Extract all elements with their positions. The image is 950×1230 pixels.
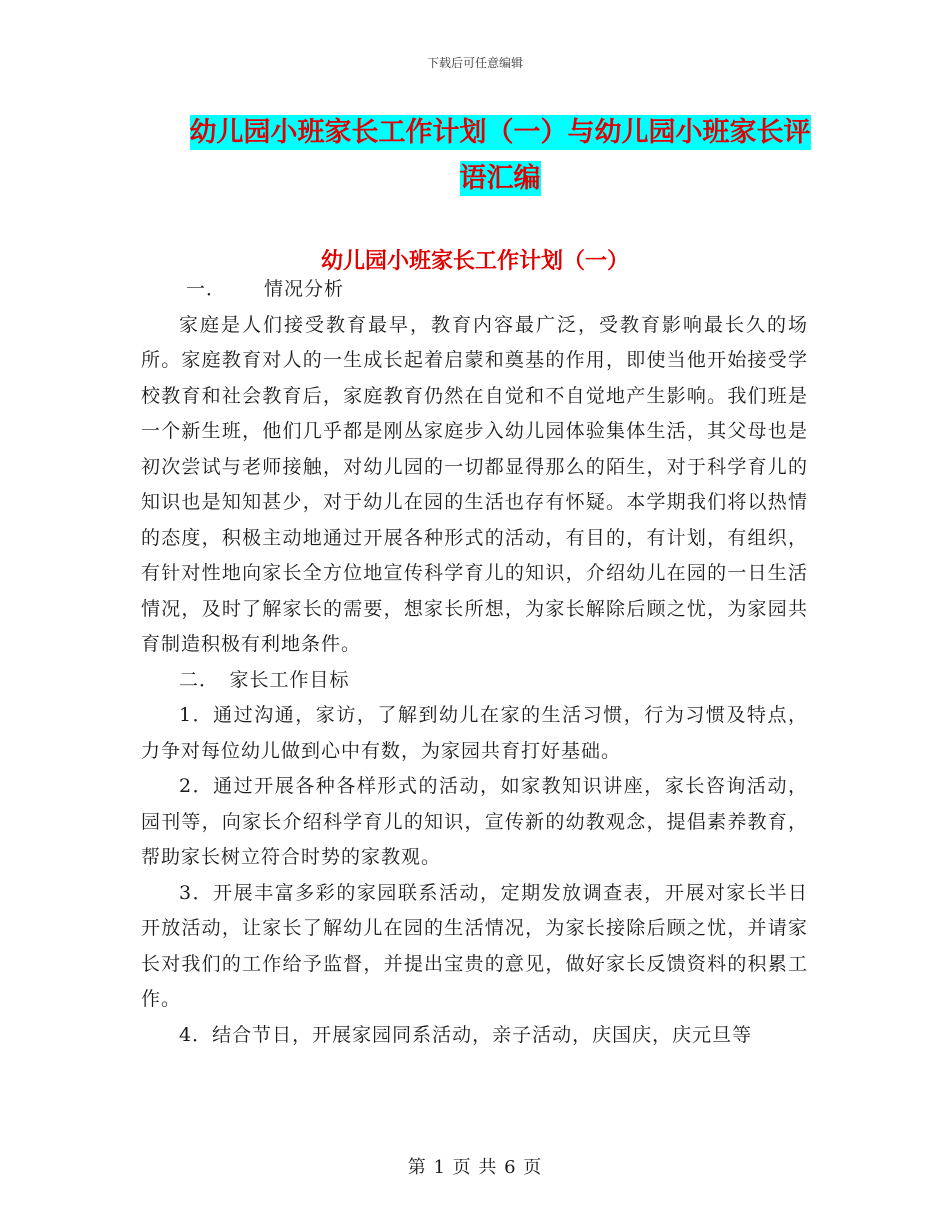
heading-number: 一． [186, 278, 227, 300]
heading-parent-work-goals: 二． 家长工作目标 [179, 668, 350, 691]
page-header-note: 下载后可任意编辑 [426, 56, 523, 70]
heading-text: 情况分析 [264, 278, 345, 300]
document-title-line1: 幼儿园小班家长工作计划（一）与幼儿园小班家长评 [189, 117, 811, 148]
list-item-2: 2．通过开展各种各样形式的活动，如家教知识讲座，家长咨询活动，园刊等，向家长介绍科学育儿的知识，宣传新的幼教观念，提倡素养教育，帮助家长树立符合时势的家教观。 [141, 775, 808, 868]
document-title-line2: 语汇编 [459, 163, 541, 194]
list-item-1: 1．通过沟通，家访，了解到幼儿在家的生活习惯，行为习惯及特点，力争对每位幼儿做到心中有数，为家园共育打好基础。 [141, 704, 808, 762]
paragraph-situation: 家庭是人们接受教育最早，教育内容最广泛，受教育影响最长久的场所。家庭教育对人的一生成长起着启蒙和奠基的作用，即使当他开始接受学校教育和社会教育后，家庭教育仍然在自觉和不自觉地产生影响。我们班是一个新生班，他们几乎都是刚丛家庭步入幼儿园体验集体生活，其父母也是初次尝试与老师接触，对幼儿园的一切都显得那么的陌生，对于科学育儿的知识也是知知甚少，对于幼儿在园的生活也存有怀疑。本学期我们将以热情的态度，积极主动地通过开展各种形式的活动，有目的，有计划，有组织，有针对性地向家长全方位地宣传科学育儿的知识，介绍幼儿在园的一日生活情况，及时了解家长的需要，想家长所想，为家长解除后顾之忧，为家园共育制造积极有利地条件。 [141, 313, 808, 655]
document-title [140, 110, 860, 202]
list-item-3: 3．开展丰富多彩的家园联系活动，定期发放调查表，开展对家长半日开放活动，让家长了解幼儿在园的生活情况，为家长接除后顾之忧，并请家长对我们的工作给予监督，并提出宝贵的意见，做好家长反馈资料的积累工作。 [141, 881, 808, 1010]
heading-situation-analysis [141, 272, 808, 308]
document-body [141, 272, 808, 1053]
page-footer: 第 1 页 共 6 页 [407, 1157, 543, 1178]
section-title: 幼儿园小班家长工作计划（一） [320, 249, 629, 274]
list-item-4: 4．结合节日，开展家园同系活动，亲子活动，庆国庆，庆元旦等 [179, 1023, 753, 1046]
